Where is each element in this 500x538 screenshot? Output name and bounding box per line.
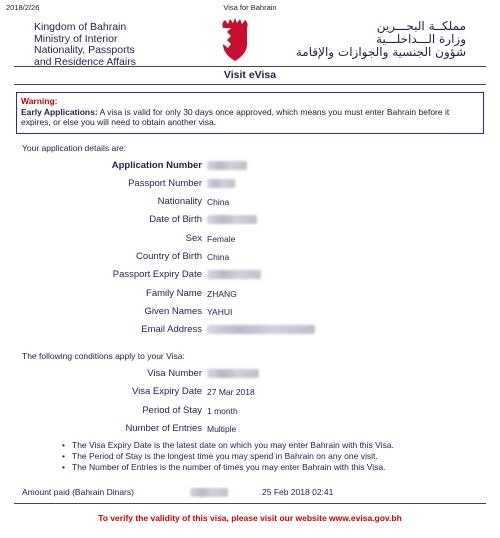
redacted-value (207, 270, 261, 279)
ministry-name-arabic (296, 20, 466, 59)
amount-paid-row (22, 487, 478, 499)
ministry-line: Kingdom of Bahrain (34, 21, 127, 33)
field-date-of-birth (0, 214, 500, 226)
field-label: Date of Birth (149, 214, 202, 225)
print-header (6, 3, 494, 15)
field-label: Nationality (157, 196, 202, 207)
warning-text: A visa is valid for only 30 days once approved, which means you must enter Bahrain before it expires, or else you will need to obtain another visa. (21, 106, 450, 127)
warning-box (16, 92, 484, 134)
warning-body (21, 107, 479, 128)
redacted-value (207, 179, 235, 188)
ministry-line: Nationality, Passports (34, 44, 135, 56)
field-label: Passport Expiry Date (112, 269, 202, 280)
ministry-line: and Residence Affairs (34, 55, 136, 68)
redacted-value (207, 325, 315, 334)
field-value: 27 Mar 2018 (207, 387, 255, 397)
print-date: 2018/2/26 (6, 3, 40, 12)
footer-divider (14, 503, 486, 504)
field-value: Female (207, 234, 236, 244)
field-value: ZHANG (207, 289, 237, 299)
field-country-of-birth (0, 251, 500, 263)
field-nationality (0, 196, 500, 208)
redacted-value (207, 369, 259, 378)
title-divider (14, 84, 486, 85)
amount-label: Amount paid (Bahrain Dinars) (22, 487, 134, 497)
field-label: Application Number (111, 160, 202, 171)
redacted-amount (190, 488, 228, 497)
field-label: Country of Birth (136, 251, 202, 262)
field-email-address (0, 324, 500, 336)
print-title: Visa for Bahrain (223, 3, 277, 12)
field-given-names (0, 306, 500, 318)
field-application-number (0, 160, 500, 172)
list-item: • The Visa Expiry Date is the latest date on which you may enter Bahrain with this Visa. (62, 440, 394, 451)
field-label: Number of Entries (125, 423, 202, 434)
field-sex (0, 233, 500, 245)
field-number-of-entries (0, 423, 500, 435)
field-family-name (0, 288, 500, 300)
field-value: YAHUI (207, 307, 233, 317)
payment-datetime: 25 Feb 2018 02:41 (262, 487, 334, 497)
field-value: China (207, 197, 230, 207)
field-value: Multiple (207, 424, 237, 434)
field-label: Visa Expiry Date (131, 386, 202, 397)
field-label: Sex (185, 233, 202, 244)
ministry-line-arabic: وزارة الـــداخلـــية (376, 32, 466, 46)
conditions-intro: The following conditions apply to your Visa: (22, 351, 185, 361)
field-visa-expiry-date (0, 386, 500, 398)
verification-notice: To verify the validity of this visa, please visit our website www.evisa.gov.bh (98, 513, 402, 523)
redacted-value (207, 161, 247, 170)
application-intro: Your application details are: (22, 143, 127, 153)
list-item: • The Number of Entries is the number of times you may enter Bahrain with this Visa. (62, 462, 394, 473)
field-label: Period of Stay (142, 405, 202, 416)
list-item: • The Period of Stay is the longest time you may spend in Bahrain on any one visit. (62, 451, 394, 462)
field-label: Passport Number (128, 178, 202, 189)
bahrain-emblem-icon (220, 18, 250, 62)
warning-label: Early Applications: (21, 106, 98, 117)
ministry-line: Ministry of Interior (34, 32, 118, 45)
field-label: Family Name (146, 288, 202, 299)
field-period-of-stay (0, 405, 500, 417)
ministry-line-arabic: شؤون الجنسية والجوازات والإقامة (295, 45, 466, 59)
field-value: 1 month (207, 406, 238, 416)
field-passport-number (0, 178, 500, 190)
header-divider (14, 66, 486, 67)
ministry-name-english (34, 22, 136, 68)
field-label: Given Names (144, 306, 202, 317)
field-value: China (207, 252, 230, 262)
field-label: Visa Number (147, 368, 202, 379)
government-header (20, 18, 480, 70)
field-visa-number (0, 368, 500, 380)
visa-notes-list (62, 440, 394, 473)
field-label: Email Address (141, 324, 202, 335)
redacted-value (207, 215, 257, 224)
ministry-line-arabic: مملكــة البحـــرين (376, 19, 466, 33)
page-title: Visit eVisa (223, 69, 277, 81)
warning-title: Warning: (21, 96, 58, 106)
field-passport-expiry-date (0, 269, 500, 281)
